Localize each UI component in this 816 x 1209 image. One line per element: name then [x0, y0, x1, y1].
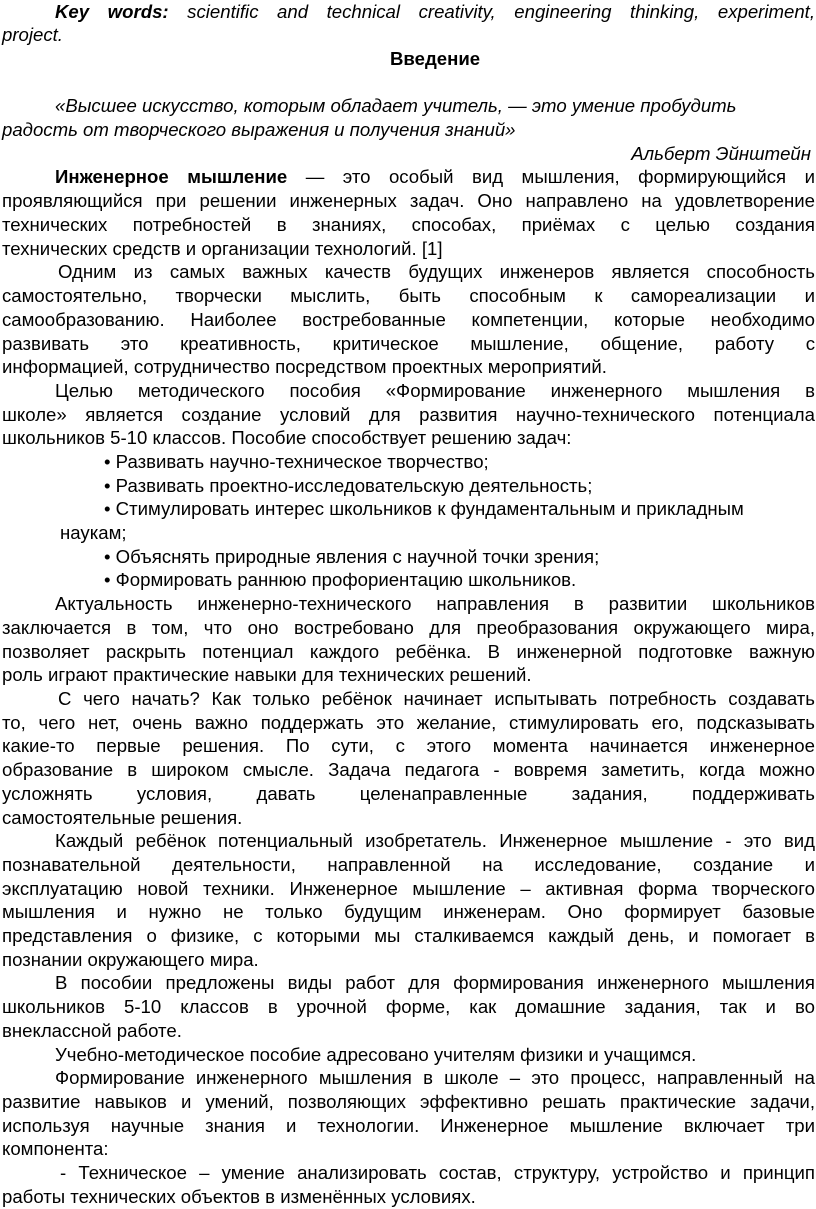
keywords-label: Key words:: [55, 1, 169, 22]
p6-line-4: мышления и нужно не только будущим инженерам. Оно формирует базовые: [2, 901, 815, 922]
epigraph-line-2: радость от творческого выражения и получения знаний»: [2, 119, 516, 140]
p9-line-4: компонента:: [2, 1138, 109, 1159]
p6-line-6: познании окружающего мира.: [2, 949, 259, 970]
p9-line-1: Формирование инженерного мышления в школе – это процесс, направленный на: [55, 1067, 815, 1088]
p3-line-2: школе» является создание условий для развития научно-технического потенциала: [2, 404, 815, 425]
task-item: • Формировать раннюю профориентацию школьников.: [104, 569, 577, 590]
keywords-text-1: scientific and technical creativity, engineering thinking, experiment,: [168, 1, 815, 22]
p1-line-2: проявляющийся при решении инженерных задач. Оно направлено на удовлетворение: [2, 190, 815, 211]
p5-line-1: С чего начать? Как только ребёнок начинает испытывать потребность создавать: [58, 688, 815, 709]
p5-line-3: какие-то первые решения. По сути, с этого момента начинается инженерное: [2, 735, 815, 756]
p5-line-6: самостоятельные решения.: [2, 807, 243, 828]
p5-line-2: то, чего нет, очень важно поддержать это желание, стимулировать его, подсказывать: [2, 712, 815, 733]
p2-line-5: информацией, сотрудничество посредством проектных мероприятий.: [2, 356, 607, 377]
intro-heading: Введение: [390, 48, 481, 69]
p7-line-1: В пособии предложены виды работ для формирования инженерного мышления: [55, 972, 815, 993]
p1-line-1-rest: — это особый вид мышления, формирующийся и: [287, 166, 815, 187]
p3-line-3: школьников 5-10 классов. Пособие способствует решению задач:: [2, 427, 572, 448]
p6-line-1: Каждый ребёнок потенциальный изобретатель. Инженерное мышление - это вид: [55, 830, 815, 851]
p7-line-2: школьников 5-10 классов в урочной форме, как домашние задания, так и во: [2, 996, 815, 1017]
p6-line-2: познавательной деятельности, направленной на исследование, создание и: [2, 854, 815, 875]
keywords-line-1: [0, 0, 816, 24]
p4-line-1: Актуальность инженерно-технического направления в развитии школьников: [55, 593, 815, 614]
p2-line-4: развивать это креативность, критическое мышление, общение, работу с: [2, 333, 815, 354]
p6-line-5: представления о физике, с которыми мы сталкиваемся каждый день, и помогает в: [2, 925, 815, 946]
p4-line-3: позволяет раскрыть потенциал каждого ребёнка. В инженерной подготовке важную: [2, 641, 815, 662]
p4-line-4: роль играют практические навыки для технических решений.: [2, 664, 532, 685]
p4-line-2: заключается в том, что оно востребовано для преобразования окружающего мира,: [2, 617, 815, 638]
p1-line-4: технических средств и организации технологий. [1]: [2, 238, 443, 259]
p10-line-2: работы технических объектов в изменённых условиях.: [2, 1186, 476, 1207]
p2-line-3: самообразованию. Наиболее востребованные компетенции, которые необходимо: [2, 309, 815, 330]
p1-line-3: технических потребностей в знаниях, способах, приёмах с целью создания: [2, 214, 815, 235]
task-item: • Объяснять природные явления с научной точки зрения;: [104, 546, 600, 567]
p2-line-2: самостоятельно, творчески мыслить, быть способным к самореализации и: [2, 285, 815, 306]
p2-line-1: Одним из самых важных качеств будущих инженеров является способность: [58, 261, 815, 282]
epigraph-line-1: «Высшее искусство, которым обладает учитель, — это умение пробудить: [55, 95, 737, 116]
task-item: • Развивать проектно-исследовательскую деятельность;: [104, 475, 593, 496]
p1-line-1: [0, 165, 816, 189]
task-item-continuation: наукам;: [60, 522, 127, 543]
p3-line-1: Целью методического пособия «Формирование инженерного мышления в: [55, 380, 815, 401]
p1-term: Инженерное мышление: [55, 166, 288, 187]
epigraph-author: Альберт Эйнштейн: [631, 143, 811, 164]
p6-line-3: эксплуатацию новой техники. Инженерное мышление – активная форма творческого: [2, 878, 815, 899]
p7-line-3: внеклассной работе.: [2, 1020, 182, 1041]
task-item: • Стимулировать интерес школьников к фундаментальным и прикладным: [104, 498, 744, 519]
p10-line-1: - Техническое – умение анализировать состав, структуру, устройство и принцип: [60, 1162, 815, 1183]
p9-line-2: развитие навыков и умений, позволяющих эффективно решать практические задачи,: [2, 1091, 815, 1112]
p9-line-3: используя научные знания и технологии. Инженерное мышление включает три: [2, 1115, 815, 1136]
p5-line-5: усложнять условия, давать целенаправленные задания, поддерживать: [2, 783, 815, 804]
p8-line-1: Учебно-методическое пособие адресовано учителям физики и учащимся.: [55, 1044, 697, 1065]
p5-line-4: образование в широком смысле. Задача педагога - вовремя заметить, когда можно: [2, 759, 815, 780]
task-item: • Развивать научно-техническое творчество;: [104, 451, 489, 472]
keywords-line-2: project.: [2, 24, 63, 45]
